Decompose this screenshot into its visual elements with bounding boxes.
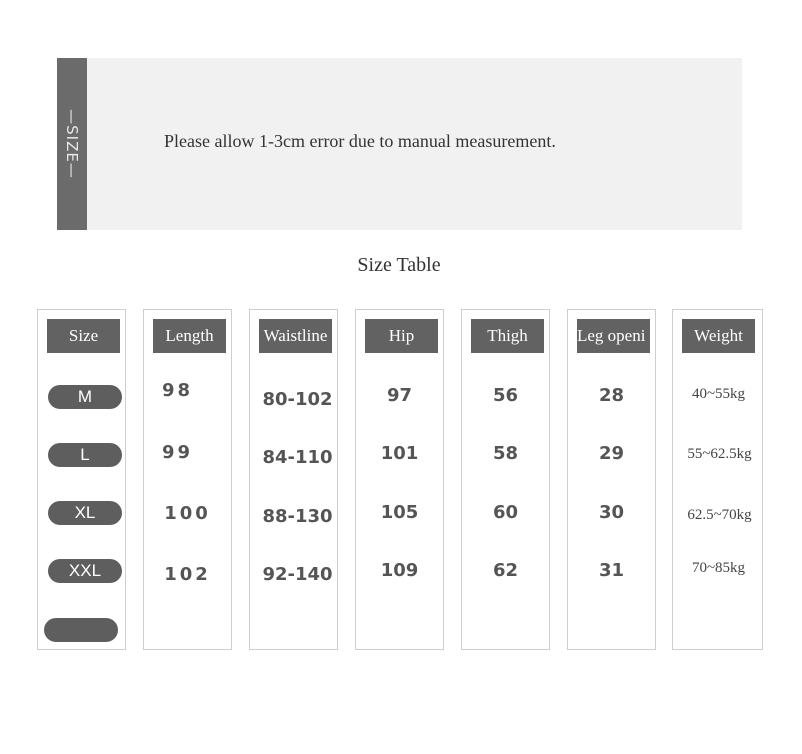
leg-opening-header: Leg openi: [577, 319, 650, 353]
waistline-l: 84-110: [262, 447, 333, 468]
leg-opening-m: 28: [598, 385, 625, 406]
size-column: [37, 309, 126, 650]
hip-xl: 105: [380, 502, 419, 523]
waistline-column: [249, 309, 338, 650]
length-xxl: 102: [164, 564, 211, 585]
hip-xxl: 109: [380, 560, 419, 581]
weight-m: 40~55kg: [691, 386, 746, 402]
weight-header: Weight: [682, 319, 755, 353]
size-table-title: Size Table: [357, 254, 441, 276]
hip-l: 101: [380, 443, 419, 464]
weight-column: [672, 309, 763, 650]
length-xl: 100: [164, 503, 211, 524]
leg-opening-xxl: 31: [598, 560, 625, 581]
size-tab-label: —SIZE—: [63, 109, 81, 179]
thigh-xxl: 62: [492, 560, 519, 581]
waistline-xl: 88-130: [262, 506, 333, 527]
size-pill-l: L: [48, 443, 122, 467]
hip-m: 97: [386, 385, 413, 406]
size-header: Size: [47, 319, 120, 353]
thigh-m: 56: [492, 385, 519, 406]
thigh-xl: 60: [492, 502, 519, 523]
notice-banner: [57, 58, 742, 230]
waistline-xxl: 92-140: [262, 564, 333, 585]
leg-opening-column: [567, 309, 656, 650]
leg-opening-l: 29: [598, 443, 625, 464]
length-l: 99: [161, 442, 194, 463]
waistline-m: 80-102: [262, 389, 333, 410]
size-tab: [57, 58, 87, 230]
weight-xxl: 70~85kg: [691, 560, 746, 576]
weight-xl: 62.5~70kg: [687, 507, 752, 523]
size-pill-empty: [44, 618, 118, 642]
length-column: [143, 309, 232, 650]
weight-l: 55~62.5kg: [687, 446, 752, 462]
thigh-l: 58: [492, 443, 519, 464]
hip-header: Hip: [365, 319, 438, 353]
size-pill-m: M: [48, 385, 122, 409]
size-pill-xxl: XXL: [48, 559, 122, 583]
length-m: 98: [161, 380, 194, 401]
length-header: Length: [153, 319, 226, 353]
thigh-column: [461, 309, 550, 650]
thigh-header: Thigh: [471, 319, 544, 353]
hip-column: [355, 309, 444, 650]
size-pill-xl: XL: [48, 501, 122, 525]
leg-opening-xl: 30: [598, 502, 625, 523]
measurement-note: Please allow 1-3cm error due to manual measurement.: [164, 131, 556, 151]
waistline-header: Waistline: [259, 319, 332, 353]
